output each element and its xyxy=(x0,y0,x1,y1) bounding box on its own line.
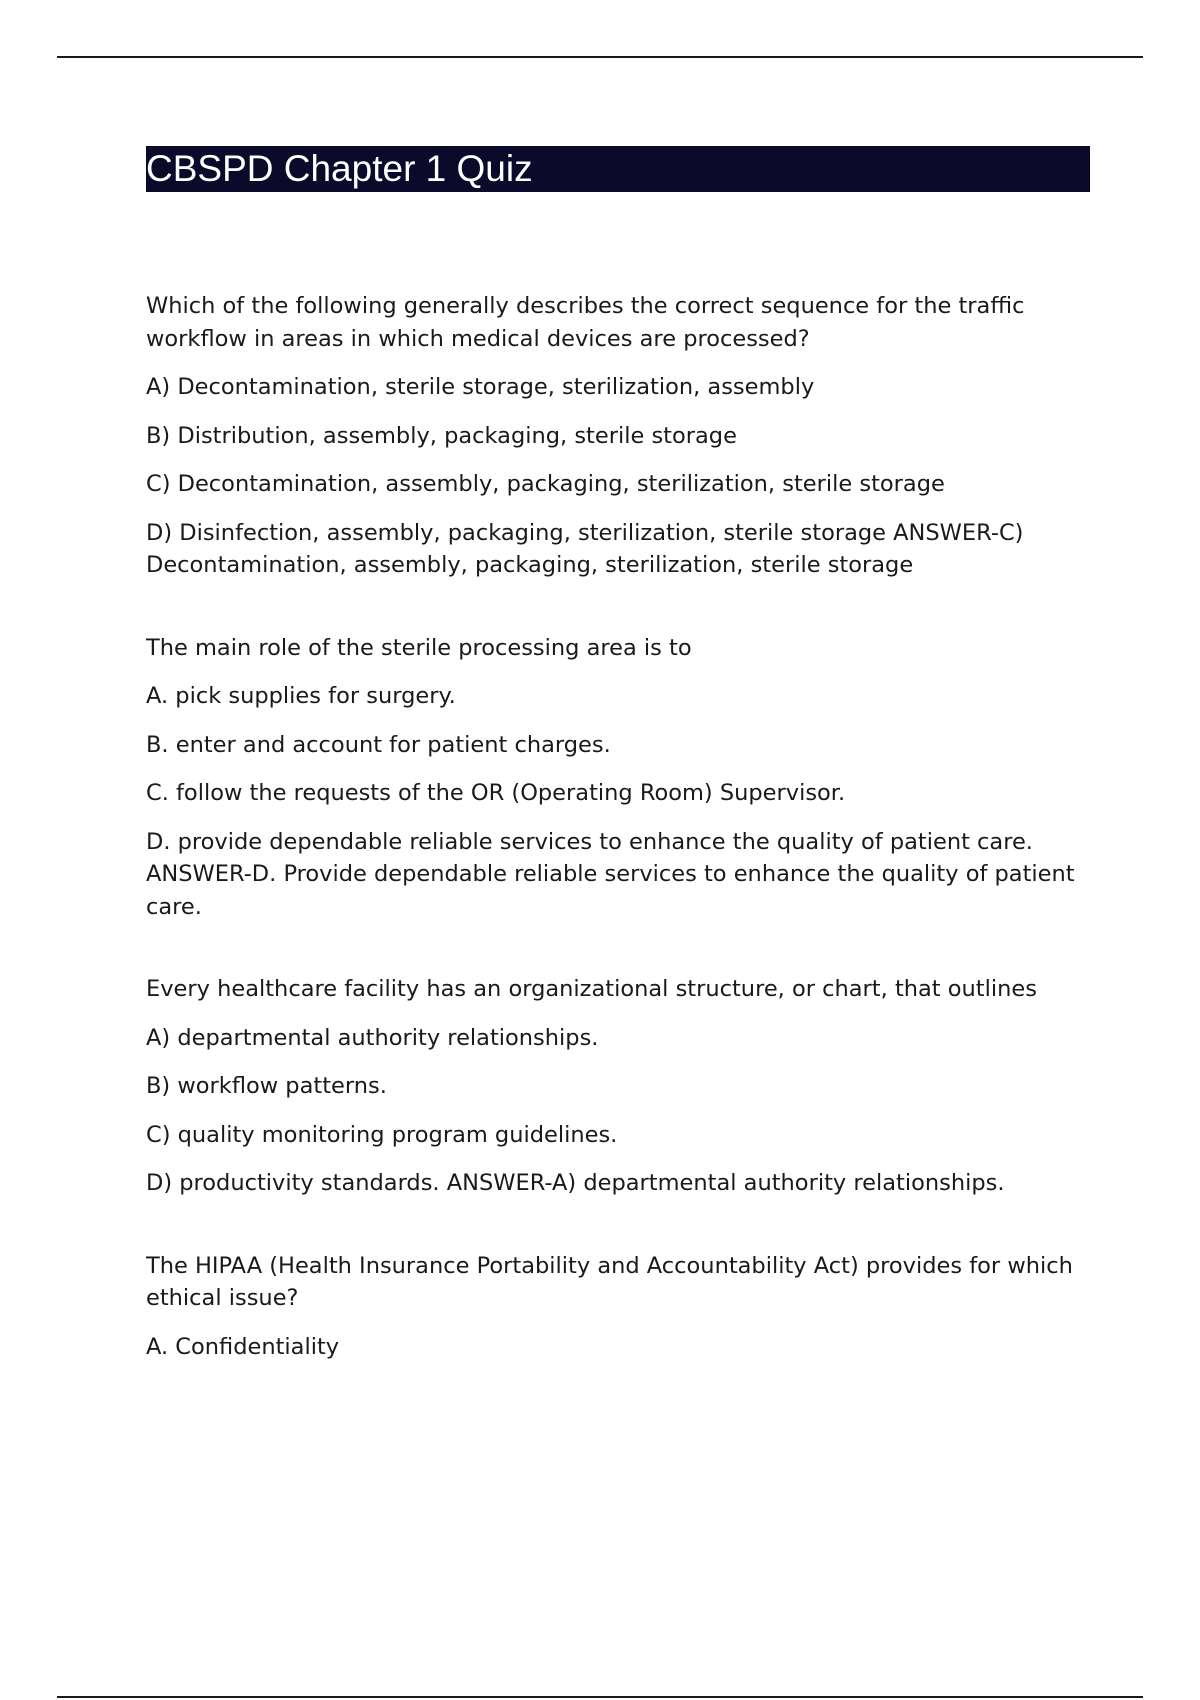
answer-option: C) quality monitoring program guidelines. xyxy=(146,1121,618,1148)
answer-option: B) workflow patterns. xyxy=(146,1073,387,1099)
answer-option-with-answer: D) productivity standards. ANSWER-A) departmental authority relationships. xyxy=(146,1170,1005,1196)
answer-option: C. follow the requests of the OR (Operating Room) Supervisor. xyxy=(146,780,846,806)
question-text: The HIPAA (Health Insurance Portability and Accountability Act) provides for which ethical issue? xyxy=(146,1252,1073,1311)
answer-option: B. enter and account for patient charges. xyxy=(146,731,611,758)
answer-option: A) Decontamination, sterile storage, sterilization, assembly xyxy=(146,374,815,400)
answer-option: A. pick supplies for surgery. xyxy=(146,683,456,709)
question-text: Every healthcare facility has an organizational structure, or chart, that outlines xyxy=(146,976,1037,1002)
answer-option: A. Confidentiality xyxy=(146,1333,340,1360)
question-4 xyxy=(146,1250,1090,1364)
question-1 xyxy=(146,290,1090,582)
answer-option: A) departmental authority relationships. xyxy=(146,1024,599,1051)
answer-option-with-answer: D. provide dependable reliable services to enhance the quality of patient care. ANSWER-D. Provide dependable reliable services to enhance the quality of patient care. xyxy=(146,828,1075,920)
page-content xyxy=(146,146,1090,1413)
footer-rule xyxy=(57,1696,1143,1698)
question-text: Which of the following generally describes the correct sequence for the traffic workflow in areas in which medical devices are processed? xyxy=(146,293,1025,352)
answer-option: B) Distribution, assembly, packaging, sterile storage xyxy=(146,422,737,449)
header-rule xyxy=(57,56,1143,58)
document-title: CBSPD Chapter 1 Quiz xyxy=(146,146,1090,192)
question-list xyxy=(146,290,1090,1363)
question-text: The main role of the sterile processing area is to xyxy=(146,634,692,661)
question-2 xyxy=(146,632,1090,924)
question-3 xyxy=(146,973,1090,1200)
answer-option-with-answer: D) Disinfection, assembly, packaging, sterilization, sterile storage ANSWER-C) Decontamination, assembly, packaging, sterilization, sterile storage xyxy=(146,519,1024,578)
answer-option: C) Decontamination, assembly, packaging, sterilization, sterile storage xyxy=(146,471,945,497)
